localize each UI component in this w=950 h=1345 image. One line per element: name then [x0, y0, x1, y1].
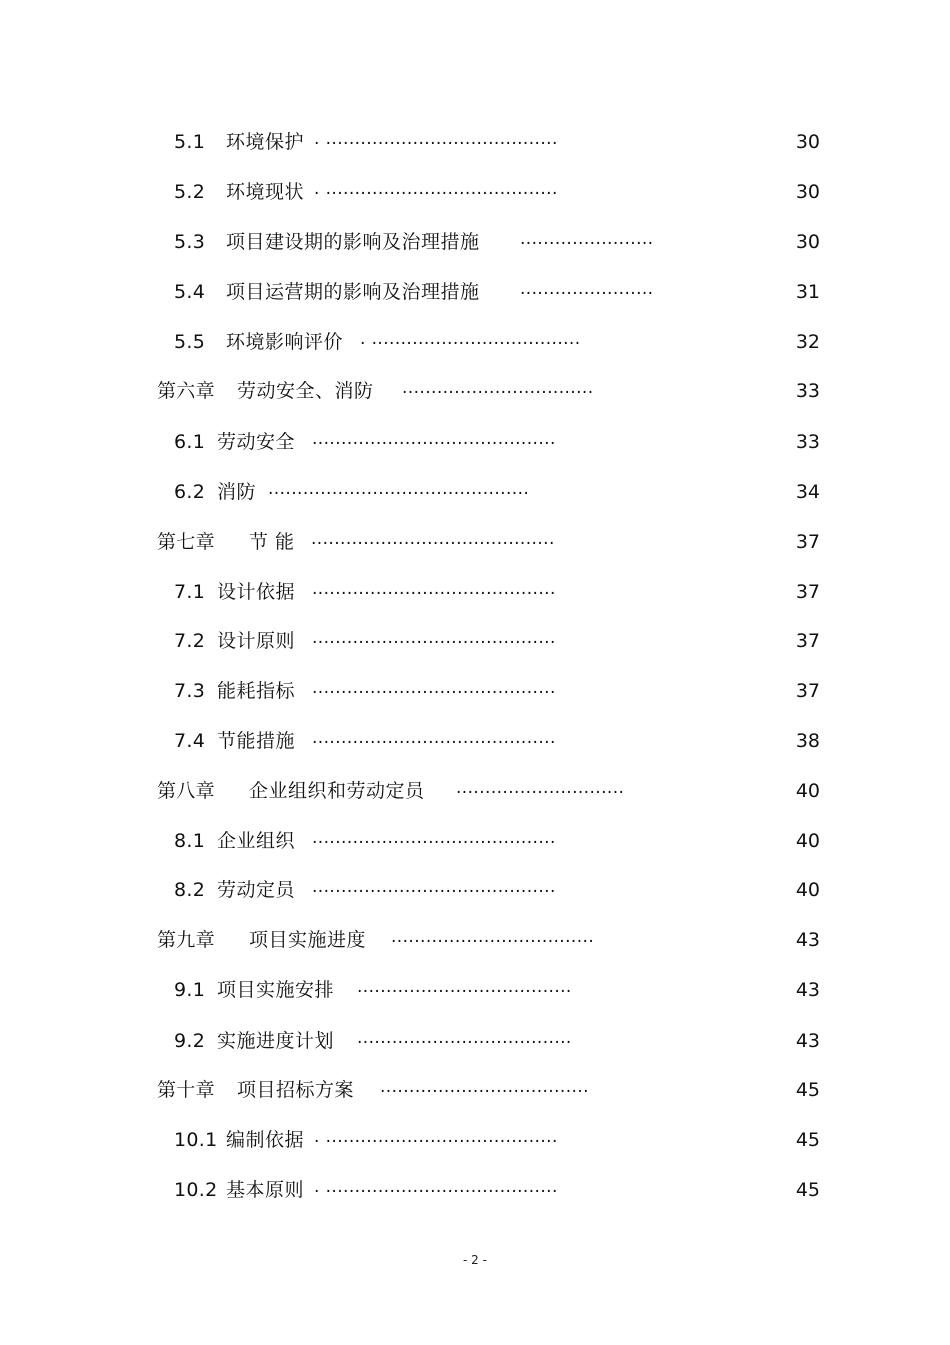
toc-entry[interactable]	[0, 1026, 950, 1056]
toc-entry-number: 7.1	[174, 581, 206, 603]
toc-chapter-label: 第八章	[157, 780, 215, 802]
toc-page-number: 43	[795, 1030, 820, 1052]
toc-entry-title: 实施进度计划	[217, 1030, 335, 1052]
toc-entry-title: 环境保护	[226, 131, 305, 153]
toc-leader-dots: ..........................................	[312, 728, 556, 748]
toc-entry[interactable]	[0, 626, 950, 656]
toc-entry[interactable]	[0, 875, 950, 905]
toc-entry[interactable]	[0, 327, 950, 357]
toc-entry-title: 项目实施进度	[249, 929, 367, 951]
toc-entry[interactable]	[0, 227, 950, 257]
toc-page-number: 45	[795, 1129, 820, 1151]
toc-entry-number: 10.2	[174, 1179, 218, 1201]
toc-entry-title: 劳动安全	[217, 431, 296, 453]
toc-page-number: 40	[795, 830, 820, 852]
toc-leader-dots: . ....................................	[360, 329, 581, 349]
toc-entry[interactable]	[0, 676, 950, 706]
toc-page-number: 32	[795, 331, 820, 353]
toc-leader-dots: ...................................	[391, 927, 595, 947]
toc-entry-number: 6.1	[174, 431, 206, 453]
toc-page-number: 45	[795, 1179, 820, 1201]
toc-entry-title: 能耗指标	[217, 680, 296, 702]
toc-leader-dots: ....................................	[380, 1077, 589, 1097]
toc-page-number: 37	[795, 531, 820, 553]
toc-entry[interactable]	[0, 427, 950, 457]
toc-entry-title: 消防	[217, 481, 257, 503]
toc-entry[interactable]	[0, 477, 950, 507]
toc-entry-number: 9.1	[174, 979, 206, 1001]
toc-leader-dots: . ........................................	[314, 1177, 558, 1197]
toc-leader-dots: . ........................................	[314, 179, 558, 199]
toc-entry[interactable]	[0, 177, 950, 207]
toc-entry[interactable]	[0, 975, 950, 1005]
toc-page-number: 33	[795, 431, 820, 453]
toc-entry-title: 设计依据	[217, 581, 296, 603]
toc-entry-number: 5.5	[174, 331, 206, 353]
toc-page-number: 30	[795, 131, 820, 153]
toc-entry[interactable]	[0, 577, 950, 607]
toc-page-number: 43	[795, 929, 820, 951]
toc-entry-title: 企业组织	[217, 830, 296, 852]
toc-chapter-entry[interactable]	[0, 1075, 950, 1105]
toc-leader-dots: . ........................................	[314, 1127, 558, 1147]
toc-page-number: 30	[795, 231, 820, 253]
toc-entry-number: 7.4	[174, 730, 206, 752]
toc-page-number: 40	[795, 879, 820, 901]
toc-entry-number: 5.1	[174, 131, 206, 153]
toc-page-number: 45	[795, 1079, 820, 1101]
toc-entry-title: 项目实施安排	[217, 979, 335, 1001]
toc-entry-title: 环境现状	[226, 181, 305, 203]
toc-chapter-entry[interactable]	[0, 527, 950, 557]
toc-chapter-label: 第六章	[157, 380, 215, 402]
toc-entry[interactable]	[0, 1125, 950, 1155]
toc-entry-number: 8.1	[174, 830, 206, 852]
toc-leader-dots: .............................................	[268, 479, 530, 499]
toc-entry-number: 7.3	[174, 680, 206, 702]
toc-leader-dots: .............................	[456, 778, 625, 798]
toc-leader-dots: ..........................................	[312, 628, 556, 648]
toc-page-number: 31	[795, 281, 820, 303]
toc-leader-dots: ..........................................	[312, 429, 556, 449]
toc-entry-title: 项目运营期的影响及治理措施	[226, 281, 480, 303]
toc-entry-number: 10.1	[174, 1129, 218, 1151]
toc-entry-number: 9.2	[174, 1030, 206, 1052]
toc-leader-dots: ..........................................	[311, 529, 555, 549]
toc-page-number: 37	[795, 581, 820, 603]
toc-page-number: 33	[795, 380, 820, 402]
toc-leader-dots: .....................................	[357, 1028, 572, 1048]
toc-entry[interactable]	[0, 726, 950, 756]
toc-page-number: 34	[795, 481, 820, 503]
toc-entry-number: 7.2	[174, 630, 206, 652]
toc-entry-title: 项目招标方案	[237, 1079, 355, 1101]
toc-page-number: 37	[795, 630, 820, 652]
toc-page-number: 37	[795, 680, 820, 702]
toc-entry-title: 节能措施	[217, 730, 296, 752]
toc-entry-title: 劳动安全、消防	[237, 380, 374, 402]
toc-page-number: 43	[795, 979, 820, 1001]
toc-entry[interactable]	[0, 1175, 950, 1205]
toc-entry[interactable]	[0, 127, 950, 157]
toc-entry-title: 项目建设期的影响及治理措施	[226, 231, 480, 253]
toc-chapter-entry[interactable]	[0, 925, 950, 955]
toc-chapter-label: 第十章	[157, 1079, 215, 1101]
toc-entry[interactable]	[0, 826, 950, 856]
toc-chapter-label: 第九章	[157, 929, 215, 951]
toc-chapter-label: 第七章	[157, 531, 215, 553]
toc-chapter-entry[interactable]	[0, 376, 950, 406]
toc-entry-number: 5.4	[174, 281, 206, 303]
toc-entry-title: 劳动定员	[217, 879, 296, 901]
toc-entry-title: 基本原则	[226, 1179, 305, 1201]
toc-leader-dots: . ........................................	[314, 129, 558, 149]
toc-leader-dots: ..........................................	[312, 828, 556, 848]
toc-leader-dots: .....................................	[357, 977, 572, 997]
toc-leader-dots: ..........................................	[312, 877, 556, 897]
toc-entry-title: 环境影响评价	[226, 331, 344, 353]
toc-entry-title: 设计原则	[217, 630, 296, 652]
toc-entry-number: 5.2	[174, 181, 206, 203]
toc-leader-dots: ..........................................	[312, 579, 556, 599]
toc-entry-title: 编制依据	[226, 1129, 305, 1151]
toc-leader-dots: .......................	[520, 279, 654, 299]
toc-entry-number: 6.2	[174, 481, 206, 503]
toc-entry-number: 5.3	[174, 231, 206, 253]
toc-leader-dots: .......................	[520, 229, 654, 249]
toc-entry-title: 节 能	[249, 531, 295, 553]
toc-entry-number: 8.2	[174, 879, 206, 901]
toc-leader-dots: .................................	[402, 378, 594, 398]
toc-chapter-entry[interactable]	[0, 776, 950, 806]
toc-page-number: 38	[795, 730, 820, 752]
toc-page-number: 30	[795, 181, 820, 203]
toc-leader-dots: ..........................................	[312, 678, 556, 698]
toc-page-number: 40	[795, 780, 820, 802]
toc-entry-title: 企业组织和劳动定员	[249, 780, 425, 802]
toc-entry[interactable]	[0, 277, 950, 307]
page-footer-number: - 2 -	[463, 1253, 487, 1267]
